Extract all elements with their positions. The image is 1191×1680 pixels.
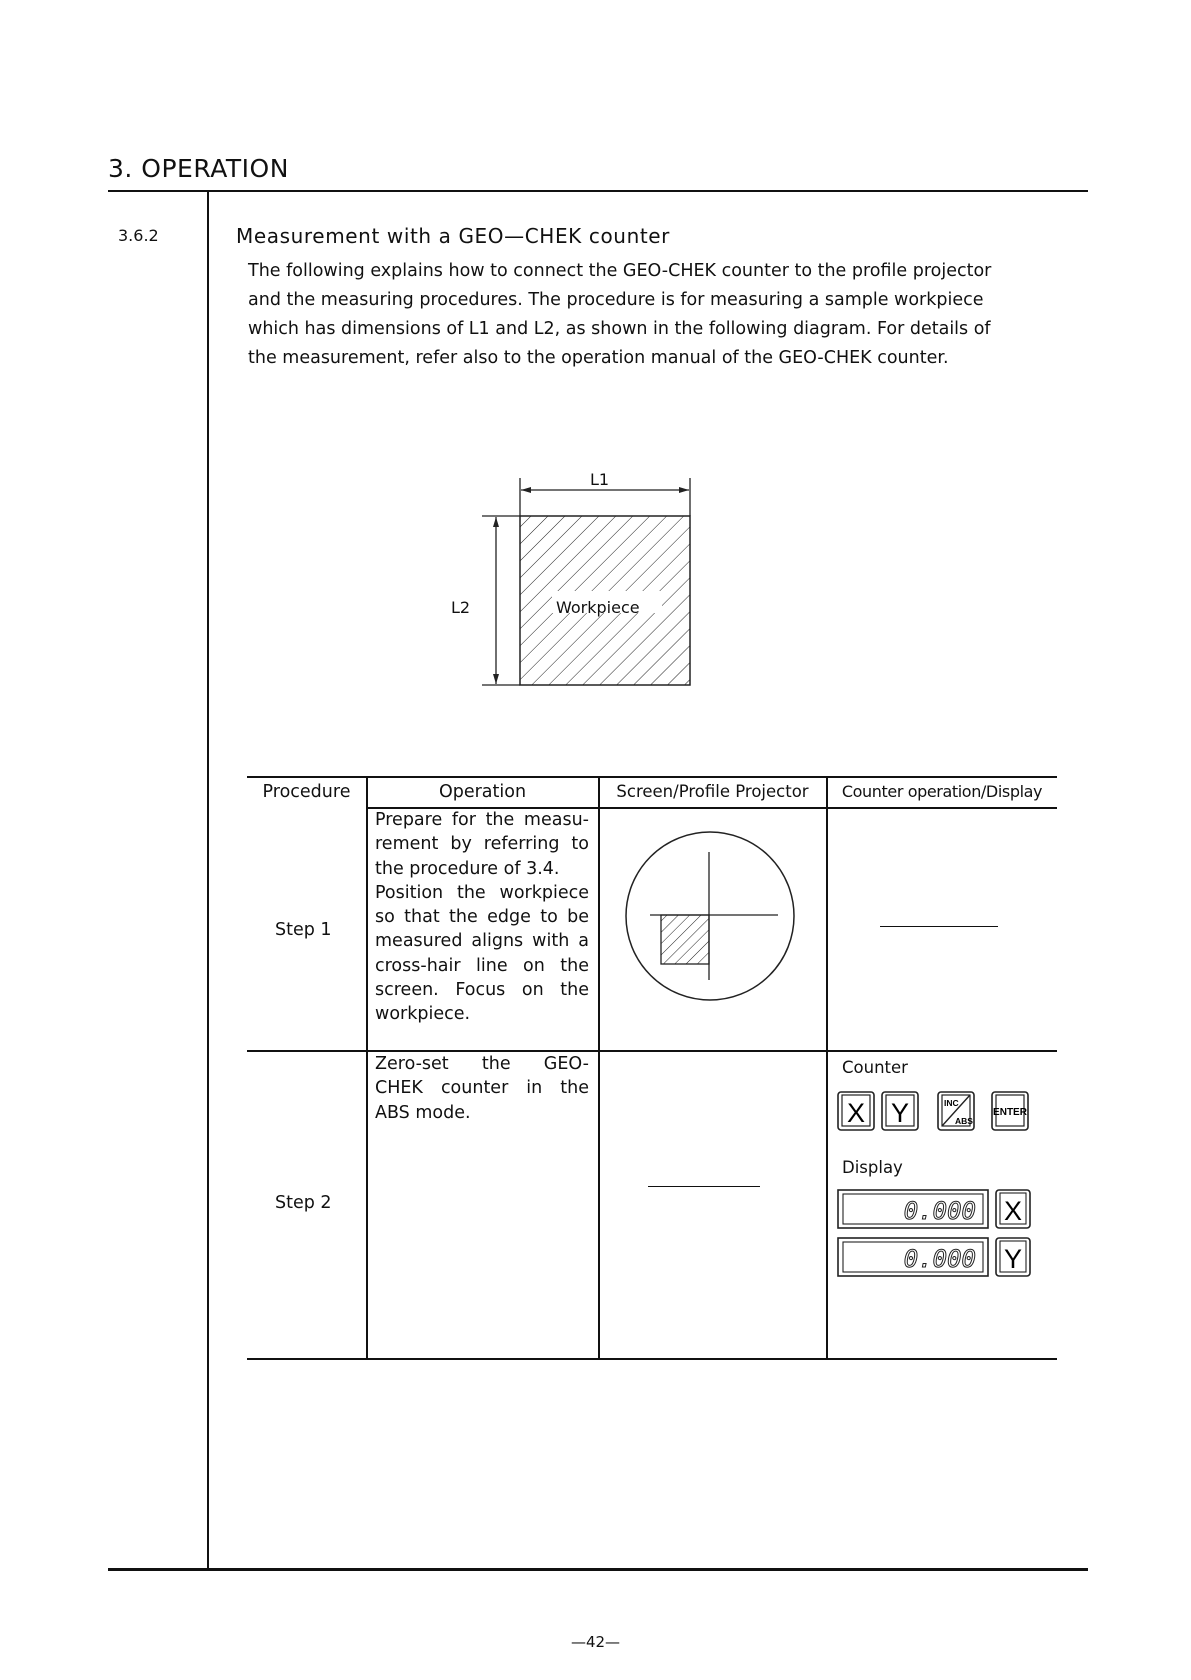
intro-line: The following explains how to connect the GEO-CHEK counter to the profile projector [248, 261, 992, 281]
counter-display [836, 1188, 1036, 1280]
header-screen: Screen/Profile Projector [616, 782, 809, 801]
display-x-value: 0.000 [903, 1197, 976, 1225]
l1-label: L1 [590, 470, 610, 489]
display-x-row [838, 1190, 1030, 1228]
counter-keys [836, 1090, 1036, 1134]
display-x-axis: X [1003, 1196, 1023, 1226]
step-1-counter-dash [880, 926, 998, 927]
counter-label: Counter [842, 1058, 908, 1077]
inc-key-label: INC [944, 1098, 959, 1108]
inc-abs-key[interactable] [938, 1092, 974, 1130]
workpiece-diagram [400, 460, 730, 705]
page-number: —42— [570, 1633, 621, 1651]
table-bottom-rule [247, 1358, 1057, 1360]
enter-key-label: ENTER [993, 1107, 1027, 1118]
step-2-operation: Zero-set the GEO- CHEK counter in the ABS mode. [375, 1054, 589, 1123]
left-margin-rule [207, 190, 209, 1568]
y-key-label: Y [890, 1098, 910, 1128]
intro-line: which has dimensions of L1 and L2, as shown in the following diagram. For details of [248, 319, 991, 339]
l2-label: L2 [451, 598, 471, 617]
display-label: Display [842, 1158, 903, 1177]
workpiece-label: Workpiece [556, 598, 640, 617]
projector-screen-diagram [620, 826, 800, 1006]
step-2-label: Step 2 [275, 1193, 332, 1213]
workpiece-on-screen [661, 915, 709, 964]
enter-key[interactable] [992, 1092, 1028, 1130]
header-operation: Operation [438, 782, 527, 802]
header-procedure: Procedure [262, 782, 351, 802]
display-y-axis: Y [1003, 1244, 1023, 1274]
header-counter: Counter operation/Display [841, 782, 1043, 801]
footer-rule [108, 1568, 1088, 1571]
abs-key-label: ABS [955, 1116, 973, 1126]
x-key-label: X [846, 1098, 866, 1128]
table-top-rule [247, 776, 1057, 778]
chapter-title: 3. OPERATION [108, 154, 289, 183]
col-divider-3 [826, 776, 828, 1359]
display-y-value: 0.000 [903, 1245, 976, 1273]
col-divider-1 [366, 776, 368, 1359]
intro-line: the measurement, refer also to the operation manual of the GEO-CHEK counter. [248, 348, 949, 368]
screen-circle [626, 832, 794, 1000]
x-key[interactable] [838, 1092, 874, 1130]
header-rule [108, 190, 1088, 192]
step-1-label: Step 1 [275, 920, 332, 940]
row-divider-rule [247, 1050, 1057, 1052]
intro-line: and the measuring procedures. The procedure is for measuring a sample workpiece [248, 290, 984, 310]
intro-paragraph [248, 257, 1078, 373]
display-y-row [838, 1238, 1030, 1276]
section-number: 3.6.2 [118, 226, 159, 245]
col-divider-2 [598, 776, 600, 1359]
step-2-screen-dash [648, 1186, 760, 1187]
y-key[interactable] [882, 1092, 918, 1130]
step-1-operation: Prepare for the measu- rement by referring to the procedure of 3.4. Position the workpiece so that the edge to be measured aligns with a cross-hair line on the screen. Focus on the workpiece. [375, 810, 589, 1025]
section-title: Measurement with a GEO—CHEK counter [236, 224, 671, 248]
